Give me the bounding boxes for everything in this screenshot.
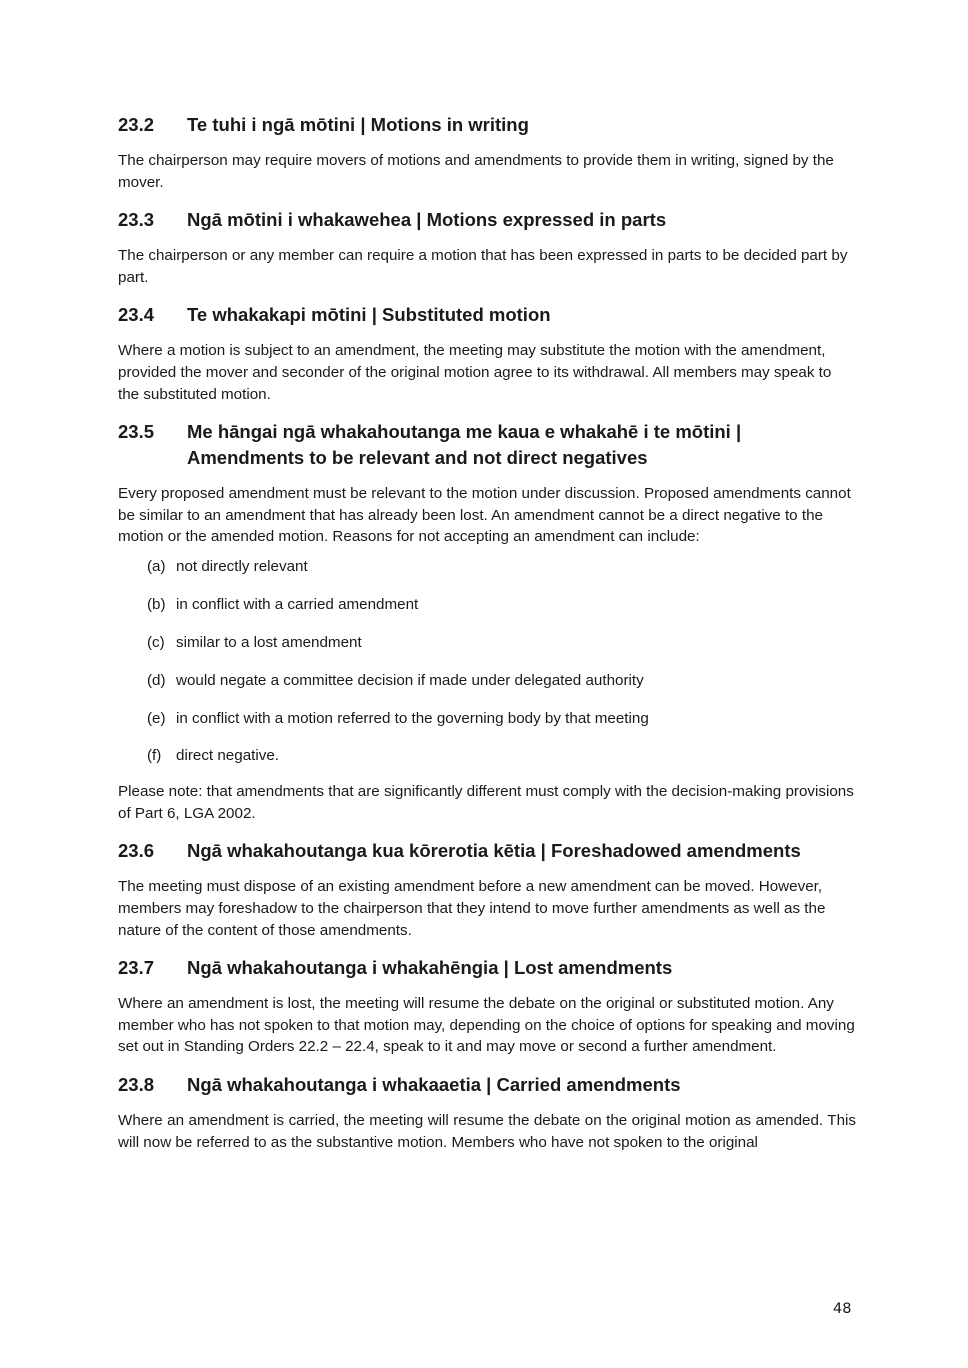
section-number: 23.3: [118, 209, 155, 231]
section-heading: [118, 419, 856, 471]
section-title: Me hāngai ngā whakahoutanga me kaua e whakahē i te mōtini | Amendments to be relevant and not direct negatives: [187, 421, 742, 469]
section-heading: [118, 1072, 856, 1098]
page-number: 48: [833, 1301, 852, 1317]
paragraph: Where an amendment is carried, the meeting will resume the debate on the original motion as amended. This will now be referred to as the substantive motion. Members who have not spoken to the original: [118, 1112, 856, 1151]
list-item-text: in conflict with a carried amendment: [176, 595, 419, 613]
section-heading: [118, 302, 856, 328]
list-item-label: (f): [147, 747, 162, 765]
list-item: [147, 708, 856, 730]
list-item-label: (e): [147, 709, 166, 727]
section-heading: [118, 207, 856, 233]
list-item-label: (d): [147, 671, 166, 689]
paragraph: The chairperson or any member can require a motion that has been expressed in parts to be decided part by part.: [118, 247, 848, 286]
paragraph: Every proposed amendment must be relevant to the motion under discussion. Proposed amendments cannot be similar to an amendment that has already been lost. An amendment cannot be a direct negative to the motion or the amended motion. Reasons for not accepting an amendment can include:: [118, 485, 851, 546]
section-title: Ngā mōtini i whakawehea | Motions expressed in parts: [187, 209, 667, 231]
list-item-label: (c): [147, 633, 165, 651]
paragraph: The chairperson may require movers of motions and amendments to provide them in writing, signed by the mover.: [118, 152, 834, 191]
section-number: 23.7: [118, 957, 155, 979]
list-item-text: in conflict with a motion referred to the governing body by that meeting: [176, 709, 649, 727]
document-page: [118, 112, 856, 1167]
section-23-2: [118, 112, 856, 193]
section-23-8: [118, 1072, 856, 1153]
section-heading: [118, 112, 856, 138]
section-23-7: [118, 955, 856, 1058]
paragraph: Where an amendment is lost, the meeting will resume the debate on the original or substituted motion. Any member who has not spoken to that motion may, depending on the choice of options for speaking and moving set out in Standing Orders 22.2 – 22.4, speak to it and may move or second a further amendment.: [118, 995, 855, 1056]
list-item-text: would negate a committee decision if made under delegated authority: [176, 671, 644, 689]
reasons-list: [118, 556, 856, 767]
section-23-3: [118, 207, 856, 288]
paragraph: The meeting must dispose of an existing amendment before a new amendment can be moved. However, members may foreshadow to the chairperson that they intend to move further amendments as well as the nature of the content of those amendments.: [118, 878, 826, 939]
list-item: [147, 670, 856, 692]
list-item-text: not directly relevant: [176, 557, 308, 575]
section-title: Te whakakapi mōtini | Substituted motion: [187, 304, 551, 326]
section-number: 23.5: [118, 421, 155, 443]
section-title: Ngā whakahoutanga i whakahēngia | Lost amendments: [187, 957, 673, 979]
list-item-label: (a): [147, 557, 166, 575]
section-23-5: [118, 419, 856, 824]
paragraph: Where a motion is subject to an amendment, the meeting may substitute the motion with the amendment, provided the mover and seconder of the original motion agree to its withdrawal. All members may speak to the substituted motion.: [118, 342, 832, 403]
list-item-text: direct negative.: [176, 747, 279, 765]
list-item: [147, 745, 856, 767]
list-item-label: (b): [147, 595, 166, 613]
section-heading: [118, 955, 856, 981]
section-23-6: [118, 838, 856, 941]
list-item-text: similar to a lost amendment: [176, 633, 362, 651]
list-item: [147, 632, 856, 654]
section-number: 23.4: [118, 304, 155, 326]
note-paragraph: Please note: that amendments that are significantly different must comply with the decision-making provisions of Part 6, LGA 2002.: [118, 783, 854, 822]
list-item: [147, 594, 856, 616]
section-title: Ngā whakahoutanga i whakaaetia | Carried amendments: [187, 1074, 681, 1096]
section-number: 23.8: [118, 1074, 155, 1096]
section-title: Te tuhi i ngā mōtini | Motions in writing: [187, 114, 529, 135]
section-title: Ngā whakahoutanga kua kōrerotia kētia | Foreshadowed amendments: [187, 840, 801, 862]
list-item: [147, 556, 856, 578]
section-23-4: [118, 302, 856, 405]
section-number: 23.2: [118, 114, 155, 135]
section-number: 23.6: [118, 840, 155, 862]
section-heading: [118, 838, 856, 864]
